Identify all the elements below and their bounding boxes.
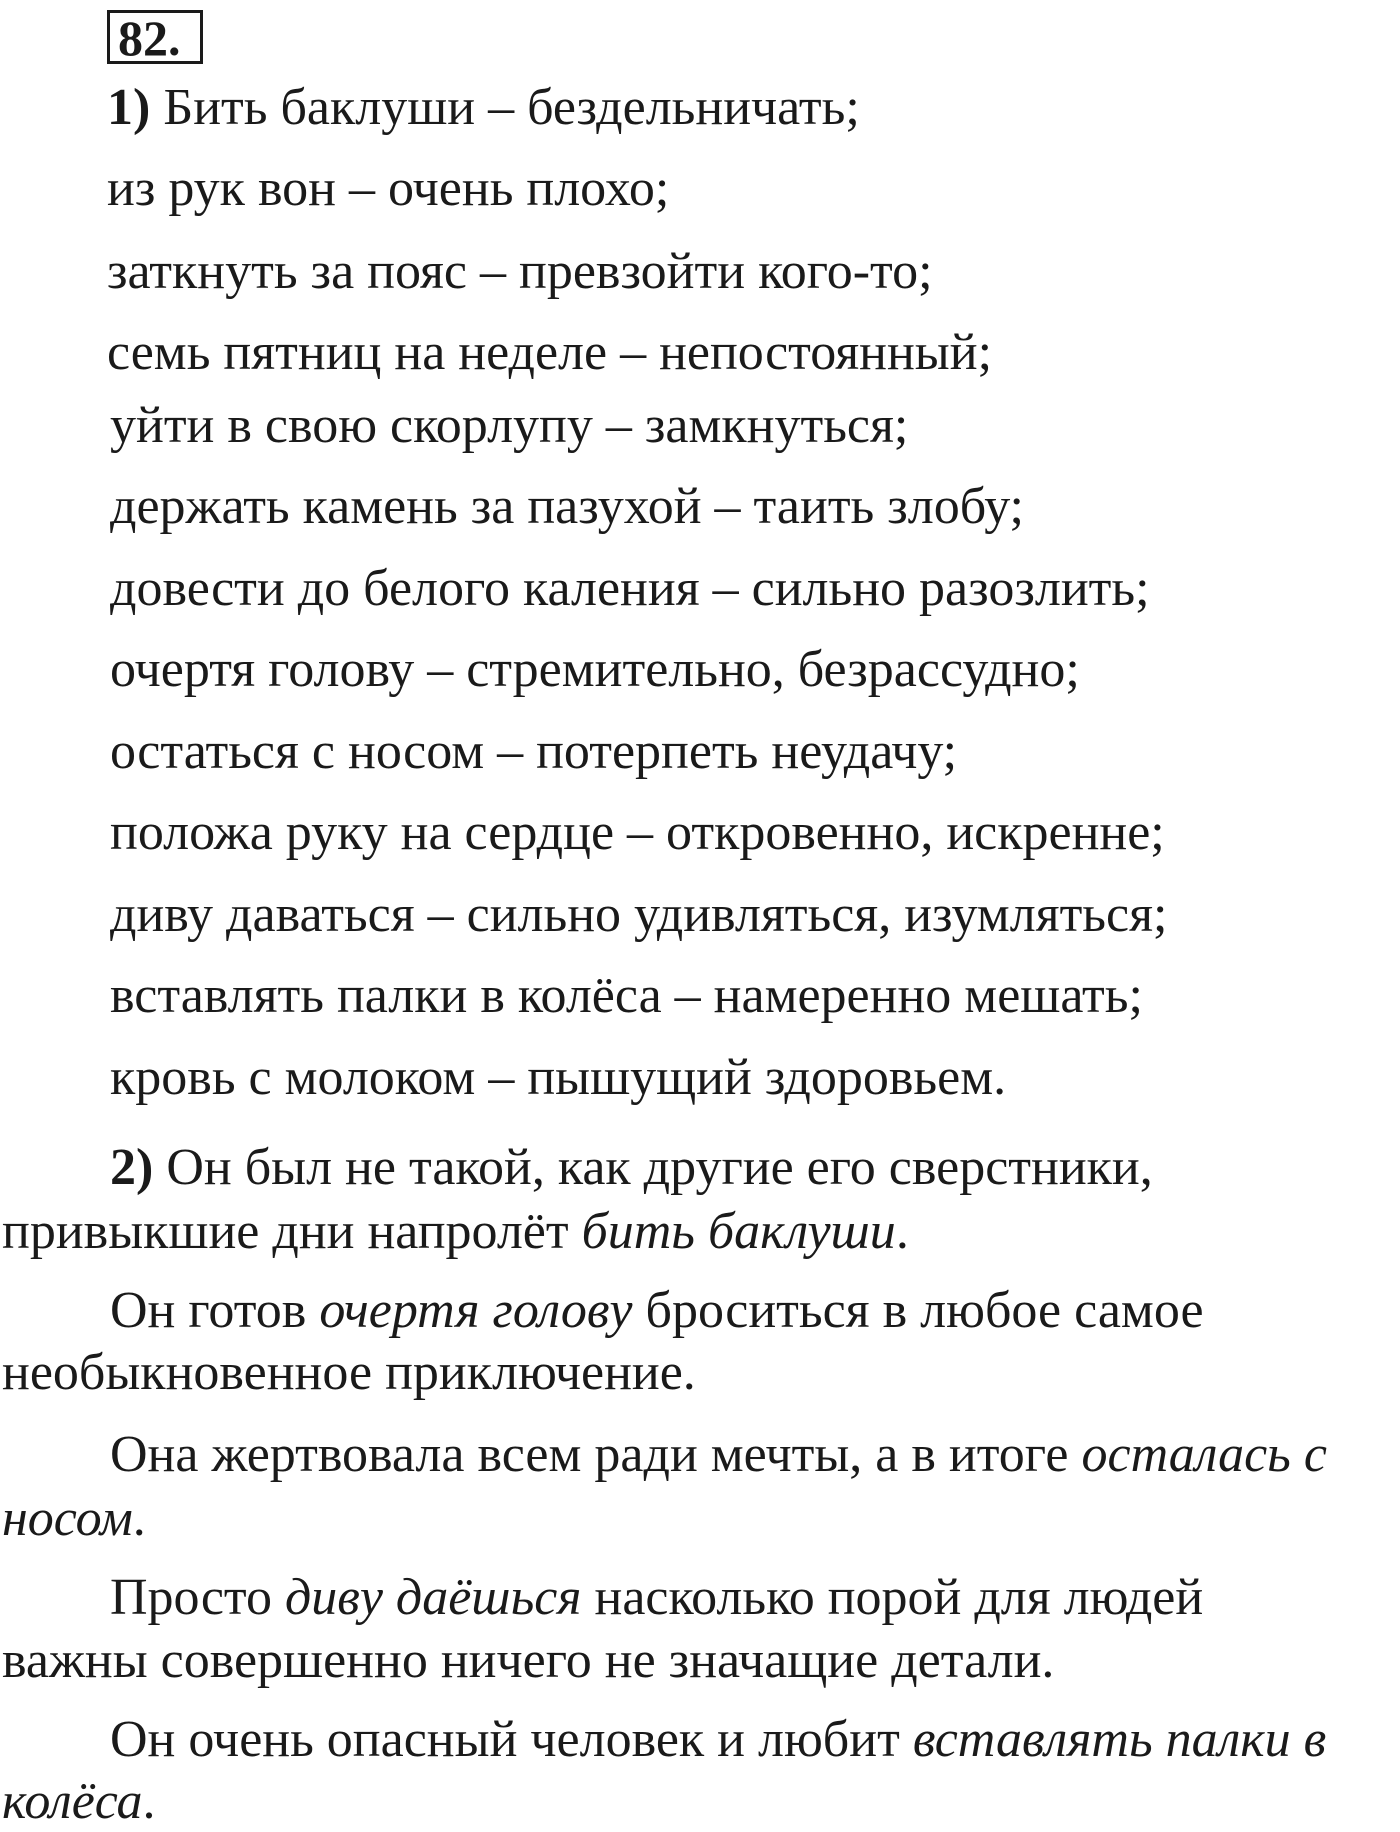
idiom-definition: держать камень за пазухой – таить злобу; [110,478,1024,535]
sentence-text: броситься в любое самое [645,1282,1204,1339]
idiom-definition: положа руку на сердце – откровенно, искренне; [110,804,1165,861]
idiom-phrase: очертя голову [319,1282,633,1339]
idiom-phrase: колёса [2,1773,143,1830]
idiom-phrase: осталась с [1081,1426,1327,1483]
sentence-period: . [895,1203,909,1260]
part1-label: 1) [107,79,151,136]
exercise-number: 82. [107,10,203,64]
idiom-phrase: вставлять палки в [912,1711,1327,1768]
idiom-phrase: носом [2,1490,133,1547]
idiom-definition: довести до белого каления – сильно разозлить; [110,560,1150,617]
sentence-text: Он готов [110,1282,307,1339]
sentence-text: Он был не такой, как другие его сверстники, [166,1139,1153,1196]
idiom-definition: семь пятниц на неделе – непостоянный; [107,324,993,381]
sentence-period: . [132,1490,146,1547]
part2-label: 2) [110,1139,154,1196]
sentence-period: . [142,1773,156,1830]
part2-sentence-1-line-1 [110,1138,1153,1198]
idiom-phrase: диву даёшься [284,1569,582,1626]
sentence-text: привыкшие дни напролёт [2,1203,569,1260]
idiom-definition: из рук вон – очень плохо; [107,160,670,217]
idiom-definition: остаться с носом – потерпеть неудачу; [110,723,958,780]
part2-sentence-3-line-2 [2,1489,146,1549]
idiom-definition: заткнуть за пояс – превзойти кого-то; [107,243,933,300]
part2-sentence-3-line-1 [110,1425,1327,1485]
idiom-definition: кровь с молоком – пышущий здоровьем. [110,1049,1007,1106]
idiom-phrase: бить баклуши [581,1203,896,1260]
idiom-definition: вставлять палки в колёса – намеренно мешать; [110,967,1143,1024]
idiom-definition: очертя голову – стремительно, безрассудно; [110,641,1080,698]
part2-sentence-4-line-1 [110,1568,1203,1628]
part2-sentence-5-line-2 [2,1772,156,1832]
idiom-definition: Бить баклуши – бездельничать; [163,79,860,136]
sentence-text: Просто [110,1569,272,1626]
part2-sentence-2-line-2: необыкновенное приключение. [2,1344,696,1401]
part2-sentence-5-line-1 [110,1710,1326,1770]
part1-line-1 [107,78,860,138]
idiom-definition: уйти в свою скорлупу – замкнуться; [110,397,909,454]
part2-sentence-1-line-2 [2,1202,909,1262]
sentence-text: Он очень опасный человек и любит [110,1711,900,1768]
sentence-text: насколько порой для людей [594,1569,1204,1626]
idiom-definition: диву даваться – сильно удивляться, изумляться; [110,886,1168,943]
sentence-text: Она жертвовала всем ради мечты, а в итоге [110,1426,1069,1483]
part2-sentence-2-line-1 [110,1281,1204,1341]
part2-sentence-4-line-2: важны совершенно ничего не значащие детали. [2,1632,1055,1689]
